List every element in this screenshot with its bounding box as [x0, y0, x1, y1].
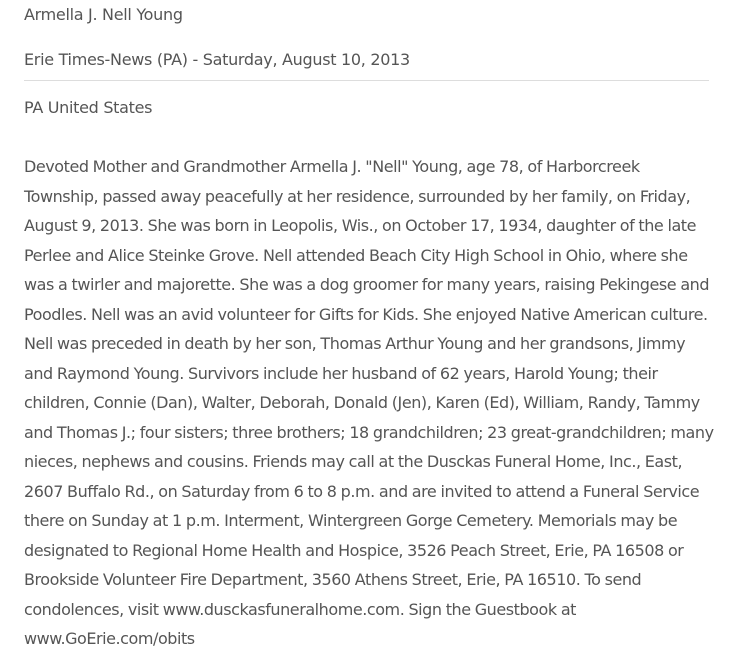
- obituary-source: Erie Times-News (PA) - Saturday, August 10, 2013: [24, 50, 410, 69]
- obituary-name: Armella J. Nell Young: [24, 5, 183, 24]
- divider: [24, 80, 709, 81]
- obituary-body: Devoted Mother and Grandmother Armella J. "Nell" Young, age 78, of Harborcreek Township, passed away peacefully at her residence, surrounded by her family, on Friday, August 9, 2013. She was born in Leopolis, Wis., on October 17, 1934, daughter of the late Perlee and Alice Steinke Grove. Nell attended Beach City High School in Ohio, where she was a twirler and majorette. She was a dog groomer for many years, raising Pekingese and Poodles. Nell was an avid volunteer for Gifts for Kids. She enjoyed Native American culture. Nell was preceded in death by her son, Thomas Arthur Young and her grandsons, Jimmy and Raymond Young. Survivors include her husband of 62 years, Harold Young; their children, Connie (Dan), Walter, Deborah, Donald (Jen), Karen (Ed), William, Randy, Tammy and Thomas J.; four sisters; three brothers; 18 grandchildren; 23 great-grandchildren; many nieces, nephews and cousins. Friends may call at the Dusckas Funeral Home, Inc., East, 2607 Buffalo Rd., on Saturday from 6 to 8 p.m. and are invited to attend a Funeral Service there on Sunday at 1 p.m. Interment, Wintergreen Gorge Cemetery. Memorials may be designated to Regional Home Health and Hospice, 3526 Peach Street, Erie, PA 16508 or Brookside Volunteer Fire Department, 3560 Athens Street, Erie, PA 16510. To send condolences, visit www.dusckasfuneralhome.com. Sign the Guestbook at www.GoErie.com/obits: [24, 157, 714, 648]
- obituary-location: PA United States: [24, 98, 153, 117]
